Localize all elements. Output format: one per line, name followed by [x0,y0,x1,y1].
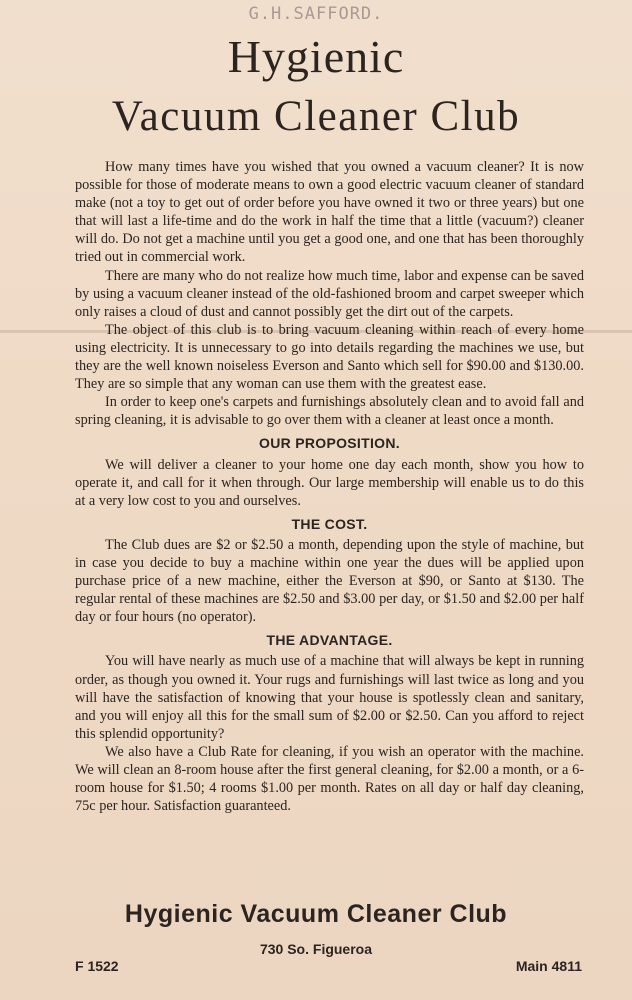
section-heading-proposition: OUR PROPOSITION. [259,435,400,452]
form-code: F 1522 [75,958,119,974]
owner-stamp: G.H.SAFFORD. [248,4,384,24]
advantage-paragraph: You will have nearly as much use of a machine that will always be kept in running order, as though you owned it. Your rugs and furnishings will last twice as long and you will have the satisfaction of knowing that your house is spotlessly clean and sanitary, and you will enjoy all this for the small sum of $2.00 or $2.50. Can you afford to reject this splendid opportunity? [75,653,584,742]
footer-club-name: Hygienic Vacuum Cleaner Club [124,900,508,928]
proposition-paragraph: We will deliver a cleaner to your home one day each month, show you how to operate it, and call for it when through. Our large membership will enable us to do this at a very low cost to you and ourselves. [75,456,584,509]
club-rate-paragraph: We also have a Club Rate for cleaning, if you wish an operator with the machine. We will clean an 8-room house after the first general cleaning, for $2.00 a month, or a 6-room house for $1.50; 4 rooms $1.00 per month. Rates on all day or half day cleaning, 75c per hour. Satisfaction guaranteed. [75,743,584,815]
phone-number: Main 4811 [515,958,582,974]
intro-paragraph: How many times have you wished that you owned a vacuum cleaner? It is now possible for those of moderate means to own a good electric vacuum cleaner of standard make (not a toy to get out of order before you have owned it two or three years) but one that will last a life-time and do the work in half the time that a little (vacuum?) cleaner will do. Do not get a machine until you get a good one, and one that has been thoroughly tried out in commercial work. [75,159,584,266]
flyer-body [75,158,584,815]
cost-paragraph: The Club dues are $2 or $2.50 a month, depending upon the style of machine, but in case you decide to buy a machine within one year the dues will be applied upon purchase price of a new machine, either the Everson at $90, or Santo at $130. The regular rental of these machines are $2.50 and $3.00 per day, or $1.50 and $2.00 per half day or four hours (no operator). [75,536,584,626]
footer-address: 730 So. Figueroa [259,941,373,957]
section-heading-cost: THE COST. [291,515,368,532]
intro-paragraph: The object of this club is to bring vacuum cleaning within reach of every home using electricity. It is unnecessary to go into details regarding the machines we use, but they are the well known noiseless Everson and Santo which sell for $90.00 and $130.00. They are so simple that any woman can use them with the greatest ease. [75,321,584,393]
section-heading-advantage: THE ADVANTAGE. [266,632,393,649]
title-line-1: Hygienic [227,31,405,82]
title-line-2: Vacuum Cleaner Club [111,93,521,140]
intro-paragraph: There are many who do not realize how much time, labor and expense can be saved by using a vacuum cleaner instead of the old-fashioned broom and carpet sweeper which only raises a cloud of dust and cannot possibly get the dirt out of the carpets. [75,267,584,320]
intro-paragraph: In order to keep one's carpets and furnishings absolutely clean and to avoid fall and spring cleaning, it is advisable to go over them with a cleaner at least once a month. [75,394,584,429]
